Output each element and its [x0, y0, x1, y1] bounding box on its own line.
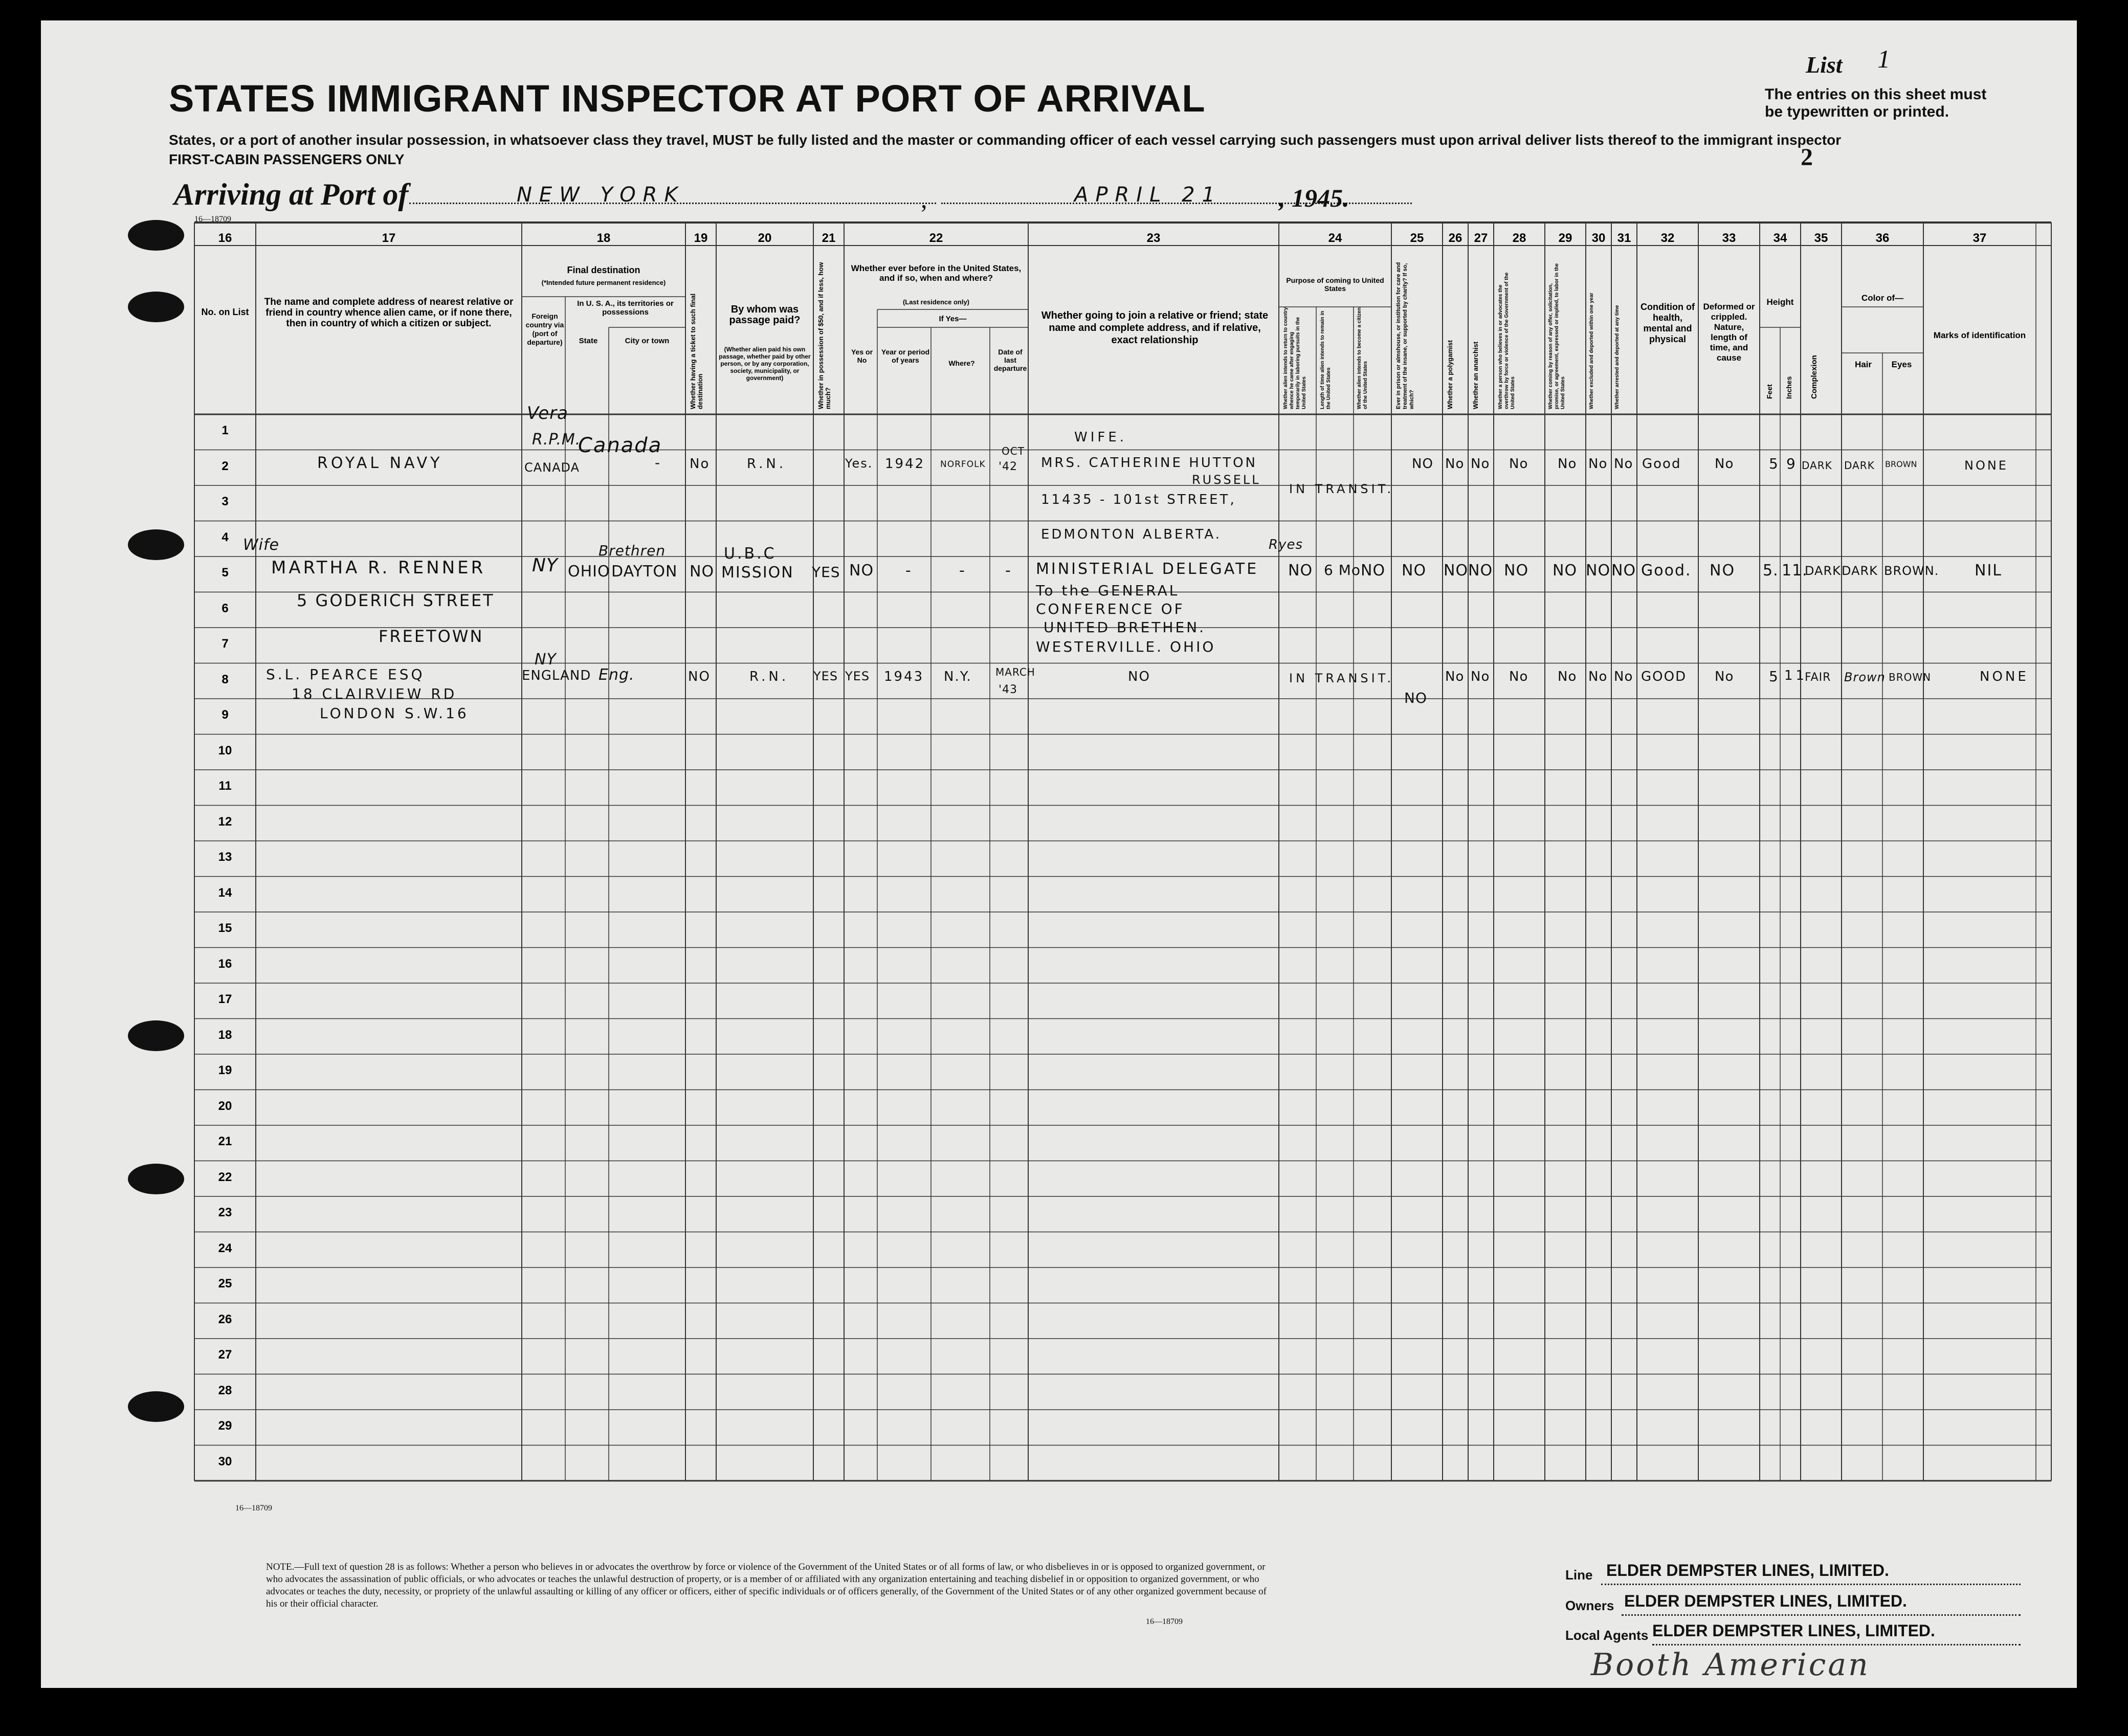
hdr-foreign-country: Foreign country via (port of departure) [525, 312, 564, 346]
col-num: 37 [1972, 231, 1987, 245]
agent-signature: Booth American [1591, 1647, 1870, 1683]
row1-q31: No [1614, 456, 1633, 472]
hdr-state: State [579, 337, 598, 345]
arrival-date: APRIL 21 [1074, 183, 1222, 207]
hdr-joining: Whether going to join a relative or friend; state name and complete address, and if relative, exact relationship [1041, 310, 1269, 346]
row4-annotation: Wife [243, 536, 280, 554]
hdr-ever-before-sub: (Last residence only) [902, 298, 970, 306]
hdr-ever-before: Whether ever before in the United States, and if so, when and where? [851, 263, 1022, 283]
row-number: 26 [218, 1312, 232, 1326]
row4-eyes: BROWN. [1884, 564, 1939, 578]
row4-q31: NO [1611, 562, 1636, 580]
row1-join-relation: WIFE. [1074, 430, 1127, 445]
hdr-marks: Marks of identification [1933, 330, 2026, 340]
row-number: 17 [218, 992, 232, 1006]
row1-relative: ROYAL NAVY [317, 454, 443, 472]
row7-feet: 5 [1769, 668, 1781, 685]
entries-note: The entries on this sheet must be typewritten or printed. [1765, 86, 1987, 120]
list-number: 1 [1877, 44, 1890, 73]
hdr-polygamist: Whether a polygamist [1446, 340, 1454, 409]
hdr-yes-no: Yes or No [851, 348, 873, 364]
row1-ever-yes: Yes. [845, 456, 873, 471]
row4-foreign-country: NY [532, 555, 558, 576]
hdr-no-on-list: No. on List [201, 307, 249, 317]
port-value: NEW YORK [517, 183, 685, 207]
row-number: 6 [221, 601, 229, 615]
row4-purpose-length: 6 Mo [1324, 562, 1361, 578]
row4-annotation-state: Brethren [598, 542, 666, 559]
row7-ever: YES [845, 669, 870, 683]
agents-value: ELDER DEMPSTER LINES, LIMITED. [1652, 1621, 1935, 1640]
hdr-passage-paid: By whom was passage paid? [729, 304, 801, 326]
row4-inches: 11. [1782, 562, 1808, 580]
row4-marks: NIL [1975, 562, 2003, 580]
row1-join-name: MRS. CATHERINE HUTTON [1041, 455, 1257, 471]
form-number: 16—18709 [194, 215, 231, 224]
row1-polygamist: No [1445, 456, 1465, 472]
list-label: List [1806, 52, 1843, 78]
row1-feet: 5 [1769, 455, 1781, 472]
row7-eyes: BROWN [1889, 671, 1932, 683]
row4-ever-year: - [905, 562, 914, 580]
sheet-number: 2 [1801, 144, 1813, 171]
row1-complexion: DARK [1802, 459, 1832, 472]
line-label: Line [1565, 1567, 1593, 1583]
row7-purpose: IN TRANSIT. [1289, 671, 1394, 685]
row1-foreign-country: CANADA [524, 460, 580, 475]
form-instruction: States, or a port of another insular possession, in whatsoever class they travel, MUST be fully listed and the master or commanding officer of each vessel carrying such passengers must upon arrival deliver lists thereof to the immigrant inspector [169, 132, 1842, 148]
row1-ever-where: NORFOLK [940, 459, 986, 470]
hdr-date-departure: Date of last departure [993, 348, 1027, 372]
hdr-year-period: Year or period of years [881, 348, 930, 364]
hdr-nearest-relative: The name and complete address of nearest relative or friend in country whence alien came, or if none there, then in country of which a citizen or subject. [264, 297, 514, 329]
hdr-if-yes: If Yes— [939, 315, 967, 323]
form-title: STATES IMMIGRANT INSPECTOR AT PORT OF ARRIVAL [169, 77, 1206, 120]
row1-anarchist: No [1471, 456, 1490, 472]
hdr-passage-paid-sub: (Whether alien paid his own passage, whether paid by other person, or by any corporation, society, municipality, or government) [719, 346, 811, 382]
form-number-note: 16—18709 [1146, 1617, 1183, 1626]
hdr-ticket: Whether having a ticket to such final destination [689, 293, 704, 409]
question-28-note: NOTE.—Full text of question 28 is as follows: Whether a person who believes in or advocates the overthrow by force or violence of the Government of the United States or of all forms of law, or who disbelieves in or is opposed to organized government, or who advocates the assassination of public officials, or who advocates or teaches the unlawful destruction of property, or is a member of or affiliated with any organization entertaining and teaching disbelief in or opposition to organized government, or who advocates or teaches the duty, necessity, or propriety of the unlawful assaulting or killing of any officer or officers, either of specific individuals or of officers generally, of the Government of the United States or of any other organized government because of his or their official character. [266, 1562, 1267, 1609]
col-num: 20 [758, 231, 772, 245]
row-number: 12 [218, 814, 232, 829]
row7-q30: No [1588, 669, 1608, 684]
row7-hair: Brown [1844, 670, 1886, 684]
hdr-q28: Whether a person who believes in or advocates the overthrow by force or violence of the Government of the United States [1498, 272, 1516, 409]
row7-state: Eng. [598, 666, 635, 684]
row-number: 10 [218, 743, 232, 758]
manifest-sheet [41, 20, 2077, 1688]
row7-relative: S.L. PEARCE ESQ [266, 666, 425, 683]
row4-q29: NO [1553, 562, 1578, 580]
hdr-eyes: Eyes [1891, 360, 1912, 369]
row1-health: Good [1642, 456, 1681, 472]
col-num: 25 [1410, 231, 1424, 245]
row4-join-line3: CONFERENCE OF [1036, 600, 1185, 617]
col-num: 16 [218, 231, 232, 245]
hdr-inches: Inches [1785, 376, 1793, 399]
row4-state: OHIO [568, 563, 610, 581]
col-num: 17 [382, 231, 396, 245]
row-number: 27 [218, 1348, 232, 1362]
col-num: 23 [1146, 231, 1161, 245]
row7-departure-year: '43 [999, 683, 1018, 696]
row4-deformed: NO [1710, 562, 1736, 580]
row-number: 3 [221, 495, 229, 508]
row-number: 15 [218, 921, 232, 935]
col-num: 29 [1558, 231, 1572, 245]
row4-complexion: DARK [1805, 564, 1841, 578]
hdr-where: Where? [948, 359, 975, 367]
hdr-final-destination: Final destination [567, 265, 640, 275]
col-num: 26 [1448, 231, 1462, 245]
row4-passage2: MISSION [721, 564, 794, 582]
row7-join: NO [1128, 669, 1150, 684]
row-number: 9 [221, 708, 229, 722]
row-number: 4 [221, 530, 229, 544]
hdr-city: City or town [625, 337, 670, 345]
col-num: 32 [1660, 231, 1675, 245]
row-number: 19 [218, 1063, 232, 1077]
row-number: 2 [221, 459, 229, 473]
agents-underline [1652, 1644, 2021, 1645]
line-underline [1601, 1584, 2021, 1585]
row4-q28: NO [1504, 562, 1529, 580]
row-number: 23 [218, 1206, 232, 1219]
row-number: 28 [218, 1383, 232, 1397]
col-num: 18 [596, 231, 611, 245]
hdr-q29: Whether coming by reason of any offer, solicitation, promise, or agreement, expressed or implied, to labor in the United States [1548, 263, 1566, 409]
row7-ever-where: N.Y. [944, 669, 972, 684]
row7-inches: 11 [1784, 668, 1808, 683]
hdr-q31: Whether arrested and deported at any time [1614, 305, 1620, 409]
row7-relative-address: 18 CLAIRVIEW RD [292, 685, 457, 702]
row7-q31: No [1614, 669, 1633, 684]
row1-join-address: 11435 - 101st STREET, [1041, 492, 1236, 507]
row1-q30: No [1588, 456, 1608, 472]
row1-join-city: EDMONTON ALBERTA. [1041, 527, 1222, 542]
row7-q29: No [1558, 669, 1577, 684]
row7-complexion: FAIR [1805, 671, 1831, 684]
row-number: 22 [218, 1170, 232, 1184]
row4-anarchist: NO [1468, 562, 1493, 580]
arriving-label: Arriving at Port of [174, 177, 409, 211]
col-num: 36 [1875, 231, 1890, 245]
first-cabin-label: FIRST-CABIN PASSENGERS ONLY [169, 151, 405, 167]
col-num: 28 [1512, 231, 1526, 245]
row4-ever: NO [849, 562, 874, 580]
row4-purpose-return: NO [1288, 562, 1313, 580]
row1-join-name2: RUSSELL [1192, 473, 1261, 487]
row1-marks: NONE [1964, 458, 2008, 473]
row4-join-line1: MINISTERIAL DELEGATE [1036, 560, 1259, 578]
row1-city: - [655, 454, 663, 471]
row-number: 24 [218, 1241, 232, 1255]
row7-marks: NONE [1980, 669, 2029, 684]
row-number: 11 [218, 779, 232, 793]
col-num: 30 [1591, 231, 1606, 245]
row7-passage: R.N. [749, 669, 789, 684]
table-grid [41, 20, 2077, 1688]
hdr-purpose-citizen: Whether alien intends to become a citizen of the United States [1357, 307, 1368, 409]
hdr-anarchist: Whether an anarchist [1472, 341, 1479, 409]
col-num: 27 [1474, 231, 1488, 245]
row1-annotation: Vera [527, 403, 568, 424]
agents-label: Local Agents [1565, 1628, 1649, 1643]
row1-q29: No [1558, 456, 1577, 472]
hdr-q30: Whether excluded and deported within one year [1589, 293, 1594, 409]
row1-departure-year: '42 [999, 460, 1018, 473]
col-num: 34 [1773, 231, 1787, 245]
row4-q30: NO [1586, 562, 1611, 580]
port-comma: , [921, 185, 927, 213]
owners-label: Owners [1565, 1598, 1614, 1613]
line-value: ELDER DEMPSTER LINES, LIMITED. [1606, 1561, 1889, 1579]
row7-ever-year: 1943 [884, 669, 924, 684]
row-number: 13 [218, 850, 232, 864]
hdr-color-of: Color of— [1861, 293, 1904, 303]
row4-polygamist: NO [1444, 562, 1469, 580]
hdr-purpose-length: Length of time alien intends to remain in the United States [1320, 310, 1332, 409]
row1-q28: No [1509, 456, 1528, 472]
row7-annotation: NY [535, 651, 557, 669]
row-number: 29 [218, 1419, 232, 1433]
row-number: 5 [221, 566, 229, 580]
row-number: 20 [218, 1099, 232, 1113]
row4-feet: 5. [1763, 562, 1779, 580]
row4-join-line4: UNITED BRETHEN. [1044, 619, 1206, 636]
row4-relative-city: FREETOWN [379, 627, 484, 646]
row4-possession: YES [812, 564, 840, 581]
owners-underline [1622, 1614, 2021, 1616]
row7-anarchist: No [1471, 669, 1490, 684]
col-num: 19 [694, 231, 708, 245]
row-number: 1 [221, 424, 229, 437]
col-num: 31 [1617, 231, 1631, 245]
col-num: 33 [1722, 231, 1736, 245]
row7-ticket: NO [688, 669, 711, 684]
row4-purpose-annotation: Ryes [1269, 537, 1303, 552]
row1-state: Canada [578, 434, 662, 457]
hdr-hair: Hair [1854, 360, 1872, 369]
row1-inches: 9 [1786, 455, 1799, 472]
row1-ticket: No [690, 456, 710, 472]
hdr-possession: Whether in possession of $50, and if less, how much? [817, 262, 832, 409]
row4-ever-departure: - [1005, 562, 1014, 580]
row7-possession: YES [813, 669, 838, 683]
row4-purpose-citizen: NO [1361, 562, 1386, 580]
row4-ticket: NO [690, 563, 715, 581]
row1-passage: R.N. [747, 456, 787, 472]
owners-value: ELDER DEMPSTER LINES, LIMITED. [1624, 1592, 1907, 1610]
row7-q28: No [1509, 669, 1528, 684]
row1-hair: DARK [1844, 459, 1875, 472]
row7-health: GOOD [1641, 669, 1687, 684]
form-number-bottom: 16—18709 [235, 1504, 272, 1512]
row1-annotation: R.P.M. [532, 431, 581, 449]
hdr-height: Height [1766, 297, 1794, 307]
col-num: 35 [1814, 231, 1828, 245]
row4-city: DAYTON [611, 563, 678, 581]
col-num: 24 [1328, 231, 1342, 245]
row4-join-line5: WESTERVILLE. OHIO [1036, 638, 1216, 655]
row4-relative-address: 5 GODERICH STREET [297, 591, 495, 610]
row7-relative-city: LONDON S.W.16 [320, 705, 469, 722]
hdr-purpose: Purpose of coming to United States [1286, 276, 1384, 293]
row4-health: Good. [1641, 562, 1692, 580]
row1-prison: NO [1412, 456, 1433, 472]
row-number: 18 [218, 1028, 232, 1042]
row-number: 30 [218, 1454, 232, 1468]
col-num: 21 [822, 231, 836, 245]
row1-departure-month: OCT [1002, 445, 1025, 457]
row7-deformed: No [1715, 669, 1734, 684]
row1-purpose: IN TRANSIT. [1289, 482, 1394, 496]
hdr-complexion: Complexion [1810, 355, 1819, 399]
row1-eyes: BROWN [1885, 459, 1917, 469]
hdr-purpose-return: Whether alien intends to return to country whence he came after engaging temporarily in laboring pursuits in the United States [1283, 307, 1307, 409]
row-number: 16 [218, 956, 232, 971]
row-number: 14 [218, 885, 232, 900]
hdr-final-destination-sub: (*Intended future permanent residence) [541, 279, 666, 286]
row1-ever-year: 1942 [885, 456, 925, 472]
row7-foreign-country: ENGLAND [522, 668, 591, 683]
hdr-feet: Feet [1765, 384, 1774, 399]
row-number: 21 [218, 1134, 232, 1148]
row4-prison: NO [1402, 562, 1427, 580]
row-number: 8 [221, 672, 229, 686]
row7-prison: NO [1404, 689, 1427, 706]
hdr-deformed: Deformed or crippled. Nature, length of time, and cause [1703, 302, 1755, 363]
row-number: 25 [218, 1277, 232, 1290]
row1-deformed: No [1715, 456, 1734, 472]
row4-passage: U.B.C [724, 545, 777, 563]
hdr-in-usa: In U. S. A., its territories or possessions [577, 299, 674, 317]
hdr-prison: Ever in prison or almshouse, or institution for care and treatment of the insane, or supported by charity? If so, which? [1395, 262, 1415, 409]
row7-departure-month: MARCH [995, 666, 1035, 678]
row4-join-line2: To the GENERAL [1036, 582, 1180, 599]
row-number: 7 [221, 637, 229, 651]
row4-hair: DARK [1842, 564, 1878, 578]
col-num: 22 [929, 231, 943, 245]
hdr-health: Condition of health, mental and physical [1641, 302, 1695, 344]
row4-ever-where: - [959, 562, 968, 580]
row4-relative: MARTHA R. RENNER [271, 558, 486, 578]
arrival-year: , 1945. [1279, 184, 1349, 212]
row7-polygamist: No [1445, 669, 1465, 684]
